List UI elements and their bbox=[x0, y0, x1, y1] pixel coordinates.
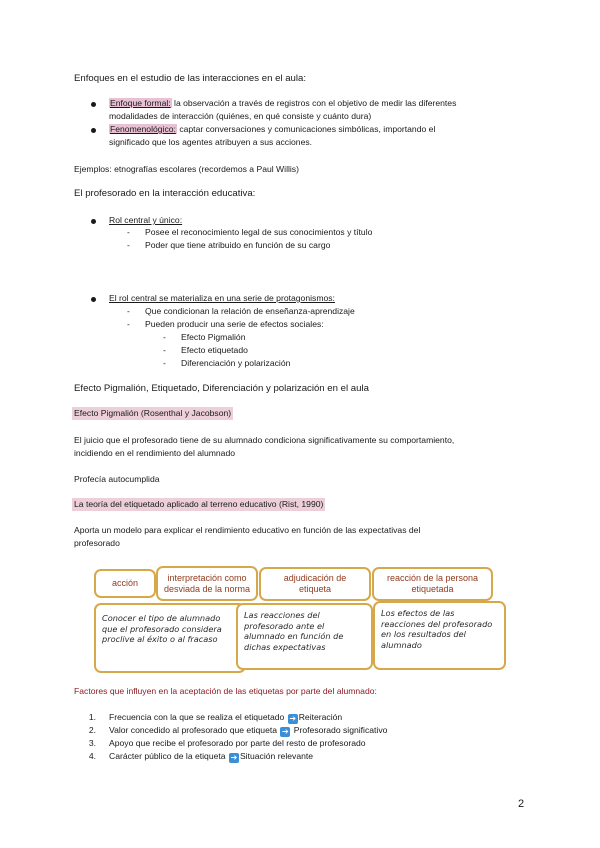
factor-item-2: Valor concedido al profesorado que etiqueta ➔ Profesorado significativo bbox=[109, 725, 388, 736]
factor-item-4: Carácter público de la etiqueta ➔ Situación relevante bbox=[109, 751, 314, 762]
fenomenologico-term: Fenomenológico: bbox=[110, 124, 176, 134]
list-number: 3. bbox=[88, 738, 96, 748]
dash-icon: - bbox=[163, 345, 166, 355]
protagonismos-item: Que condicionan la relación de enseñanza-aprendizaje bbox=[145, 306, 355, 316]
bullet-icon bbox=[91, 219, 96, 224]
juicio-line1: El juicio que el profesorado tiene de su alumnado condiciona significativamente su comportamiento, bbox=[74, 435, 455, 445]
aporta-line1: Aporta un modelo para explicar el rendimiento educativo en función de las expectativas del bbox=[74, 525, 421, 535]
bullet-icon bbox=[91, 102, 96, 107]
ejemplos-text: Ejemplos: etnografías escolares (recordemos a Paul Willis) bbox=[74, 164, 299, 174]
right-arrow-icon: ➔ bbox=[282, 727, 289, 736]
diagram-header-adjudicacion: adjudicación de etiqueta bbox=[259, 567, 371, 601]
rol-item: Posee el reconocimiento legal de sus conocimientos y título bbox=[145, 227, 373, 237]
pigmalion-title: Efecto Pigmalión (Rosenthal y Jacobson) bbox=[74, 408, 232, 418]
enfoque-formal-line1: Enfoque formal: la observación a través de registros con el objetivo de medir las diferentes bbox=[110, 98, 457, 108]
right-arrow-icon: ➔ bbox=[230, 753, 238, 762]
enfoque-formal-line2: modalidades de interacción (quiénes, en qué consiste y cuánto dura) bbox=[109, 111, 372, 121]
dash-icon: - bbox=[127, 227, 130, 237]
efectos-heading: Efecto Pigmalión, Etiquetado, Diferenciación y polarización en el aula bbox=[74, 383, 369, 394]
list-number: 1. bbox=[88, 712, 96, 722]
enfoque-formal-term: Enfoque formal: bbox=[110, 98, 171, 108]
bullet-icon bbox=[91, 297, 96, 302]
diagram-header-interpretacion: interpretación como desviada de la norma bbox=[156, 566, 258, 601]
diagram-body-reacciones: Las reacciones del profesorado ante el alumnado en función de dichas expectativas bbox=[236, 603, 373, 670]
protagonismos-title: El rol central se materializa en una serie de protagonismos: bbox=[109, 293, 335, 303]
efecto-item: Diferenciación y polarización bbox=[181, 358, 291, 368]
etiquetado-title: La teoría del etiquetado aplicado al terreno educativo (Rist, 1990) bbox=[74, 499, 324, 509]
efecto-item: Efecto Pigmalión bbox=[181, 332, 246, 342]
diagram-body-efectos: Los efectos de las reacciones del profesorado en los resultados del alumnado bbox=[373, 601, 506, 670]
list-number: 4. bbox=[88, 751, 96, 761]
dash-icon: - bbox=[163, 358, 166, 368]
diagram-header-reaccion: reacción de la persona etiquetada bbox=[372, 567, 493, 601]
page-number: 2 bbox=[518, 798, 525, 810]
rol-title: Rol central y único: bbox=[109, 215, 183, 225]
dash-icon: - bbox=[127, 306, 130, 316]
factor-item-3: Apoyo que recibe el profesorado por parte del resto de profesorado bbox=[109, 738, 366, 748]
protagonismos-item: Pueden producir una serie de efectos sociales: bbox=[145, 319, 324, 329]
right-arrow-icon: ➔ bbox=[289, 714, 297, 723]
dash-icon: - bbox=[127, 240, 130, 250]
enfoques-heading: Enfoques en el estudio de las interacciones en el aula: bbox=[74, 73, 307, 84]
diagram-body-conocer: Conocer el tipo de alumnado que el profesorado considera proclive al éxito o al fracaso bbox=[94, 603, 246, 673]
list-number: 2. bbox=[88, 725, 96, 735]
efecto-item: Efecto etiquetado bbox=[181, 345, 248, 355]
fenomenologico-line1: Fenomenológico: captar conversaciones y comunicaciones simbólicas, importando el bbox=[110, 124, 436, 134]
diagram-header-accion: acción bbox=[94, 569, 156, 598]
dash-icon: - bbox=[163, 332, 166, 342]
profecia-text: Profecía autocumplida bbox=[74, 474, 160, 484]
factor-item-1: Frecuencia con la que se realiza el etiquetado ➔ Reiteración bbox=[109, 712, 343, 723]
rol-item: Poder que tiene atribuido en función de su cargo bbox=[145, 240, 331, 250]
bullet-icon bbox=[91, 128, 96, 133]
aporta-line2: profesorado bbox=[74, 538, 120, 548]
fenomenologico-line2: significado que los agentes atribuyen a sus acciones. bbox=[109, 137, 313, 147]
dash-icon: - bbox=[127, 319, 130, 329]
factores-heading: Factores que influyen en la aceptación de las etiquetas por parte del alumnado: bbox=[74, 686, 377, 696]
profesorado-heading: El profesorado en la interacción educativa: bbox=[74, 188, 256, 199]
juicio-line2: incidiendo en el rendimiento del alumnado bbox=[74, 448, 236, 458]
